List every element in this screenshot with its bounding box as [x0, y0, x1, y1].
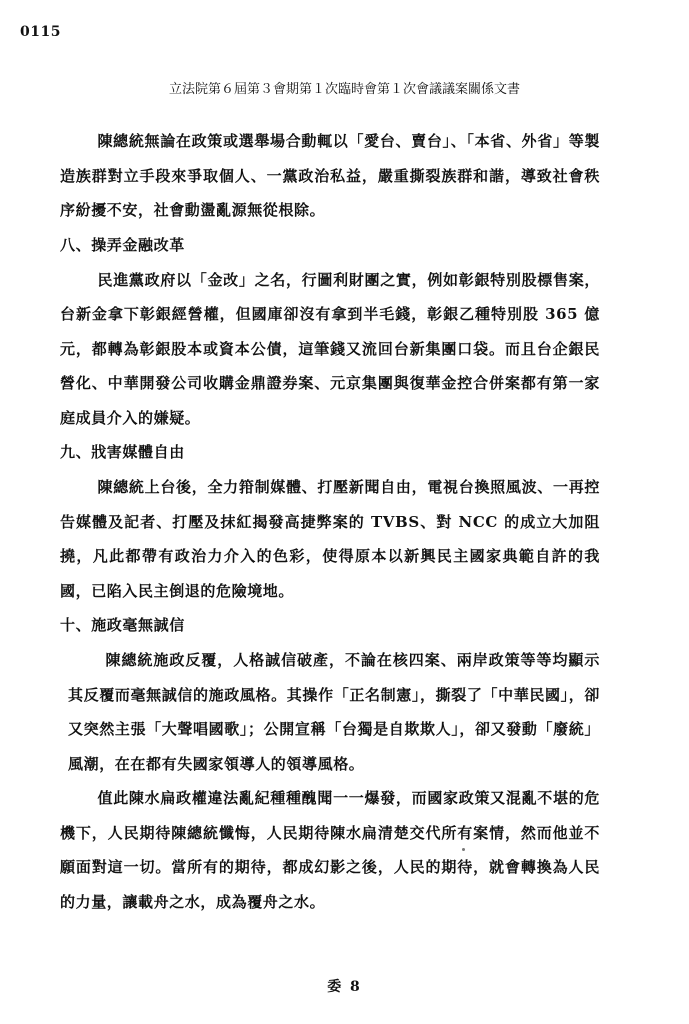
page-number: 0115 [20, 24, 61, 40]
paragraph-conclusion: 值此陳水扁政權違法亂紀種種醜聞一一爆發，而國家政策又混亂不堪的危機下，人民期待陳總統懺悔，人民期待陳水扁清楚交代所有案情，然而他並不願面對這一切。當所有的期待，都成幻影之後，人民的期待，就會轉換為人民的力量，讓載舟之水，成為覆舟之水。 [60, 789, 600, 911]
paragraph-intro: 陳總統無論在政策或選舉場合動輒以「愛台、賣台」、「本省、外省」等製造族群對立手段來爭取個人、一黨政治私益，嚴重撕裂族群和諧，導致社會秩序紛擾不安，社會動盪亂源無從根除。 [60, 132, 600, 219]
running-header: 立法院第６屆第３會期第１次臨時會第１次會議議案關係文書 [168, 82, 520, 97]
section-heading-10: 十、施政毫無誠信 [60, 616, 185, 634]
paragraph-section-9: 陳總統上台後，全力箝制媒體、打壓新聞自由，電視台換照風波、一再控告媒體及記者、打壓及抹紅揭發高捷弊案的 TVBS、對 NCC 的成立大加阻撓，凡此都帶有政治力介入的色彩，使得原本以新興民主國家典範自許的我國，已陷入民主倒退的危險境地。 [60, 478, 600, 600]
paragraph-section-10: 陳總統施政反覆，人格誠信破產，不論在核四案、兩岸政策等等均顯示其反覆而毫無誠信的施政風格。其操作「正名制憲」，撕裂了「中華民國」，卻又突然主張「大聲唱國歌」；公開宣稱「台獨是自欺欺人」，卻又發動「廢統」風潮，在在都有失國家領導人的領導風格。 [68, 651, 600, 773]
scan-speck [462, 848, 465, 851]
document-body [60, 124, 600, 919]
section-heading-8: 八、操弄金融改革 [60, 235, 185, 254]
section-heading-9: 九、戕害媒體自由 [60, 443, 185, 461]
paragraph-section-8: 民進黨政府以「金改」之名，行圖利財團之實，例如彰銀特別股標售案，台新金拿下彰銀經營權，但國庫卻沒有拿到半毛錢，彰銀乙種特別股 365 億元，都轉為彰銀股本或資本公債，這筆錢又流回台新集團口袋。而且台企銀民營化、中華開發公司收購金鼎證券案、元京集團與復華金控合併案都有第一家庭成員介入的嫌疑。 [60, 270, 600, 427]
footer-page-label: 委 8 [327, 979, 362, 995]
